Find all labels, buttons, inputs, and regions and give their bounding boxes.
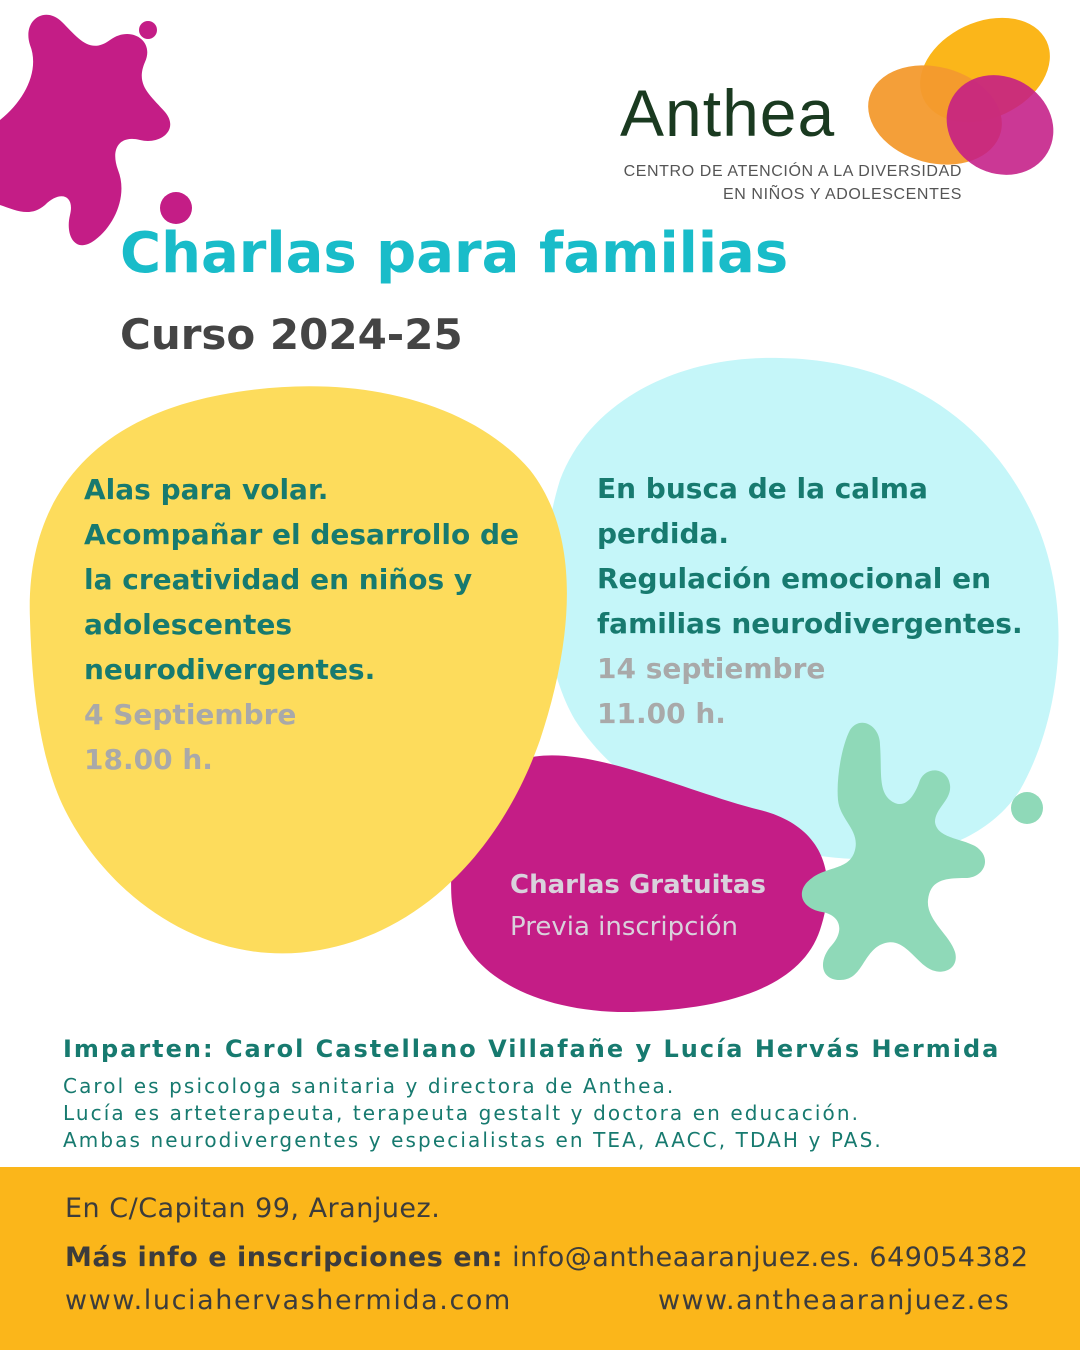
talk-2-line: perdida.: [597, 517, 730, 550]
free-title: Charlas Gratuitas: [510, 870, 766, 900]
page-subtitle: Curso 2024-25: [120, 310, 463, 359]
speakers-bio: [63, 1073, 883, 1154]
bio-line: Carol es psicologa sanitaria y directora de Anthea.: [63, 1074, 676, 1098]
website-link-lucia[interactable]: www.luciahervashermida.com: [65, 1285, 512, 1316]
talk-2-line: Regulación emocional en: [597, 562, 992, 595]
website-link-anthea[interactable]: www.antheaaranjuez.es: [658, 1285, 1011, 1316]
talk-1-line: Acompañar el desarrollo de: [84, 518, 519, 551]
talk-1-time: 18.00 h.: [84, 743, 213, 776]
brand-tagline-1: CENTRO DE ATENCIÓN A LA DIVERSIDAD: [623, 163, 962, 180]
bio-line: Ambas neurodivergentes y especialistas en TEA, AACC, TDAH y PAS.: [63, 1128, 883, 1152]
magenta-splash-decoration: [0, 15, 192, 245]
talk-1-line: Alas para volar.: [84, 473, 329, 506]
talk-1-date: 4 Septiembre: [84, 698, 297, 731]
info-contact-link[interactable]: info@antheaaranjuez.es. 649054382: [503, 1242, 1029, 1273]
free-talks-note: [510, 864, 766, 948]
talk-1-line: adolescentes: [84, 608, 292, 641]
talk-2-time: 11.00 h.: [597, 697, 726, 730]
footer-address: En C/Capitan 99, Aranjuez.: [65, 1193, 441, 1224]
page-title: Charlas para familias: [120, 221, 789, 286]
brand-name: Anthea: [620, 76, 836, 150]
talk-2-date: 14 septiembre: [597, 652, 826, 685]
bio-line: Lucía es arteterapeuta, terapeuta gestalt y doctora en educación.: [63, 1101, 861, 1125]
talk-1: [84, 467, 554, 782]
talk-2: [597, 466, 1057, 736]
talk-2-line: En busca de la calma: [597, 472, 928, 505]
footer-info: [65, 1242, 1029, 1273]
talk-2-line: familias neurodivergentes.: [597, 607, 1023, 640]
speakers-heading: Imparten: Carol Castellano Villafañe y Lucía Hervás Hermida: [63, 1035, 1001, 1063]
info-label: Más info e inscripciones en:: [65, 1242, 504, 1273]
free-note: Previa inscripción: [510, 912, 739, 942]
talk-1-line: neurodivergentes.: [84, 653, 376, 686]
brand-tagline-2: EN NIÑOS Y ADOLESCENTES: [722, 186, 962, 203]
talk-1-line: la creatividad en niños y: [84, 563, 473, 596]
